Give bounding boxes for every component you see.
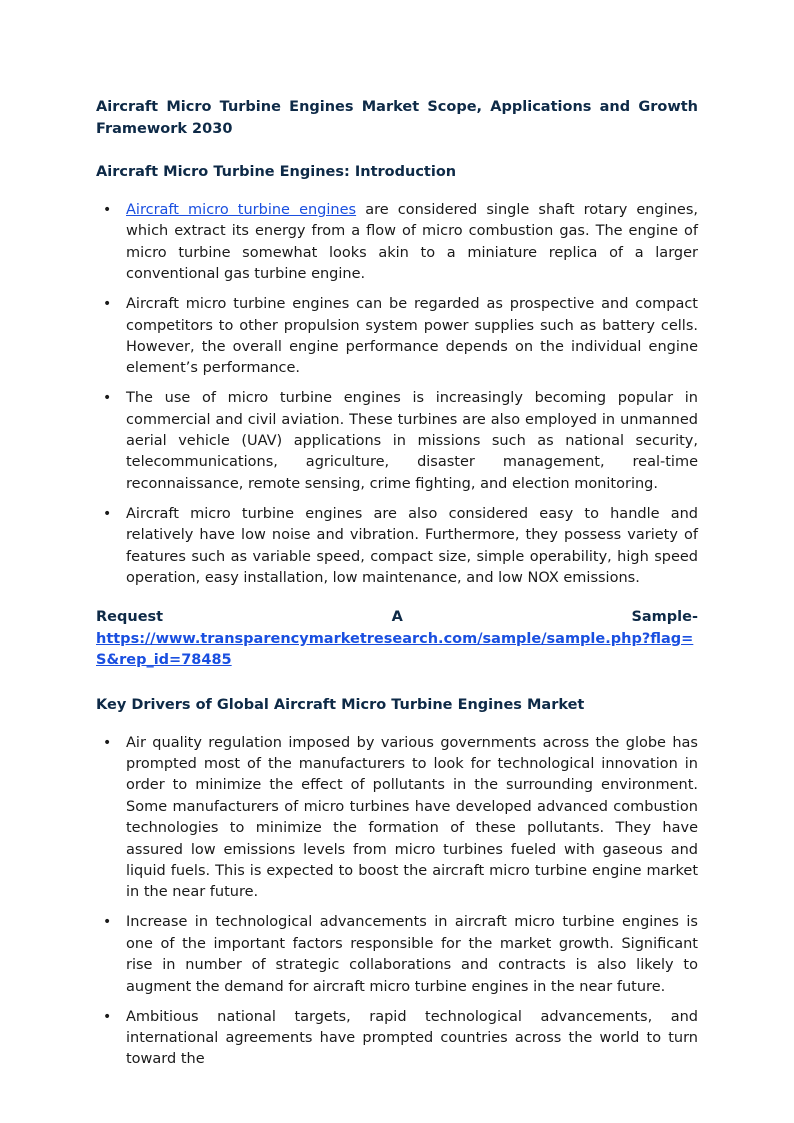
list-item-text: are considered single shaft rotary engines, which extract its energy from a flow of micro combustion gas. The engine of micro turbine somewhat looks akin to a miniature replica of a larger conventional gas turbine engine. — [126, 202, 699, 283]
aircraft-micro-turbine-engines-link[interactable]: Aircraft micro turbine engines — [126, 202, 357, 218]
bullet-icon: • — [103, 734, 112, 751]
drivers-heading: Key Drivers of Global Aircraft Micro Turbine Engines Market — [96, 696, 585, 713]
list-item-text: Air quality regulation imposed by various governments across the globe has prompted most of the manufacturers to look for technological innovation in order to minimize the effect of pollutants in the surrounding environment. Some manufacturers of micro turbines have developed advanced combustion technologies to minimize the formation of these pollutants. They have assured low emissions levels from micro turbines fueled with gaseous and liquid fuels. This is expected to boost the aircraft micro turbine engine market in the near future. — [126, 734, 698, 901]
request-word: Sample- — [631, 609, 698, 626]
bullet-icon: • — [103, 914, 112, 931]
list-item — [96, 294, 698, 380]
intro-heading: Aircraft Micro Turbine Engines: Introduction — [96, 164, 457, 180]
sample-request-link[interactable]: https://www.transparencymarketresearch.com/sample/sample.php?flag=S&rep_id=78485 — [96, 630, 694, 669]
request-word: A — [391, 609, 403, 626]
list-item — [96, 504, 698, 590]
bullet-icon: • — [103, 505, 112, 522]
bullet-icon: • — [103, 296, 112, 313]
list-item — [96, 388, 698, 495]
list-item-text: Aircraft micro turbine engines are also considered easy to handle and relatively have low noise and vibration. Furthermore, they possess variety of features such as variable speed, compact size, simple operability, high speed operation, easy installation, low maintenance, and low NOX emissions. — [126, 505, 698, 586]
document-title: Aircraft Micro Turbine Engines Market Scope, Applications and Growth Framework 2030 — [96, 99, 698, 137]
request-sample-label-row — [96, 607, 698, 628]
list-item — [96, 733, 698, 904]
bullet-icon: • — [103, 202, 112, 218]
list-item-text: Aircraft micro turbine engines can be regarded as prospective and compact competitors to other propulsion system power supplies such as battery cells. However, the overall engine performance depends on the individual engine element’s performance. — [126, 296, 698, 377]
list-item-text: Ambitious national targets, rapid technological advancements, and international agreements have prompted countries across the world to turn toward the — [126, 1008, 698, 1068]
request-sample-block — [96, 607, 698, 671]
list-item — [96, 1007, 698, 1071]
list-item-text: The use of micro turbine engines is increasingly becoming popular in commercial and civil aviation. These turbines are also employed in unmanned aerial vehicle (UAV) applications in missions such as national security, telecommunications, agriculture, disaster management, real-time reconnaissance, remote sensing, crime fighting, and election monitoring. — [126, 390, 698, 492]
request-word: Request — [96, 609, 164, 626]
list-item — [96, 200, 698, 286]
bullet-icon: • — [103, 390, 112, 407]
bullet-icon: • — [103, 1008, 112, 1025]
document-page — [96, 96, 698, 1089]
intro-bullet-list — [96, 200, 698, 589]
list-item — [96, 912, 698, 998]
list-item-text: Increase in technological advancements in aircraft micro turbine engines is one of the important factors responsible for the market growth. Significant rise in number of strategic collaborations and contracts is also likely to augment the demand for aircraft micro turbine engines in the near future. — [126, 914, 698, 995]
drivers-bullet-list — [96, 733, 698, 1071]
